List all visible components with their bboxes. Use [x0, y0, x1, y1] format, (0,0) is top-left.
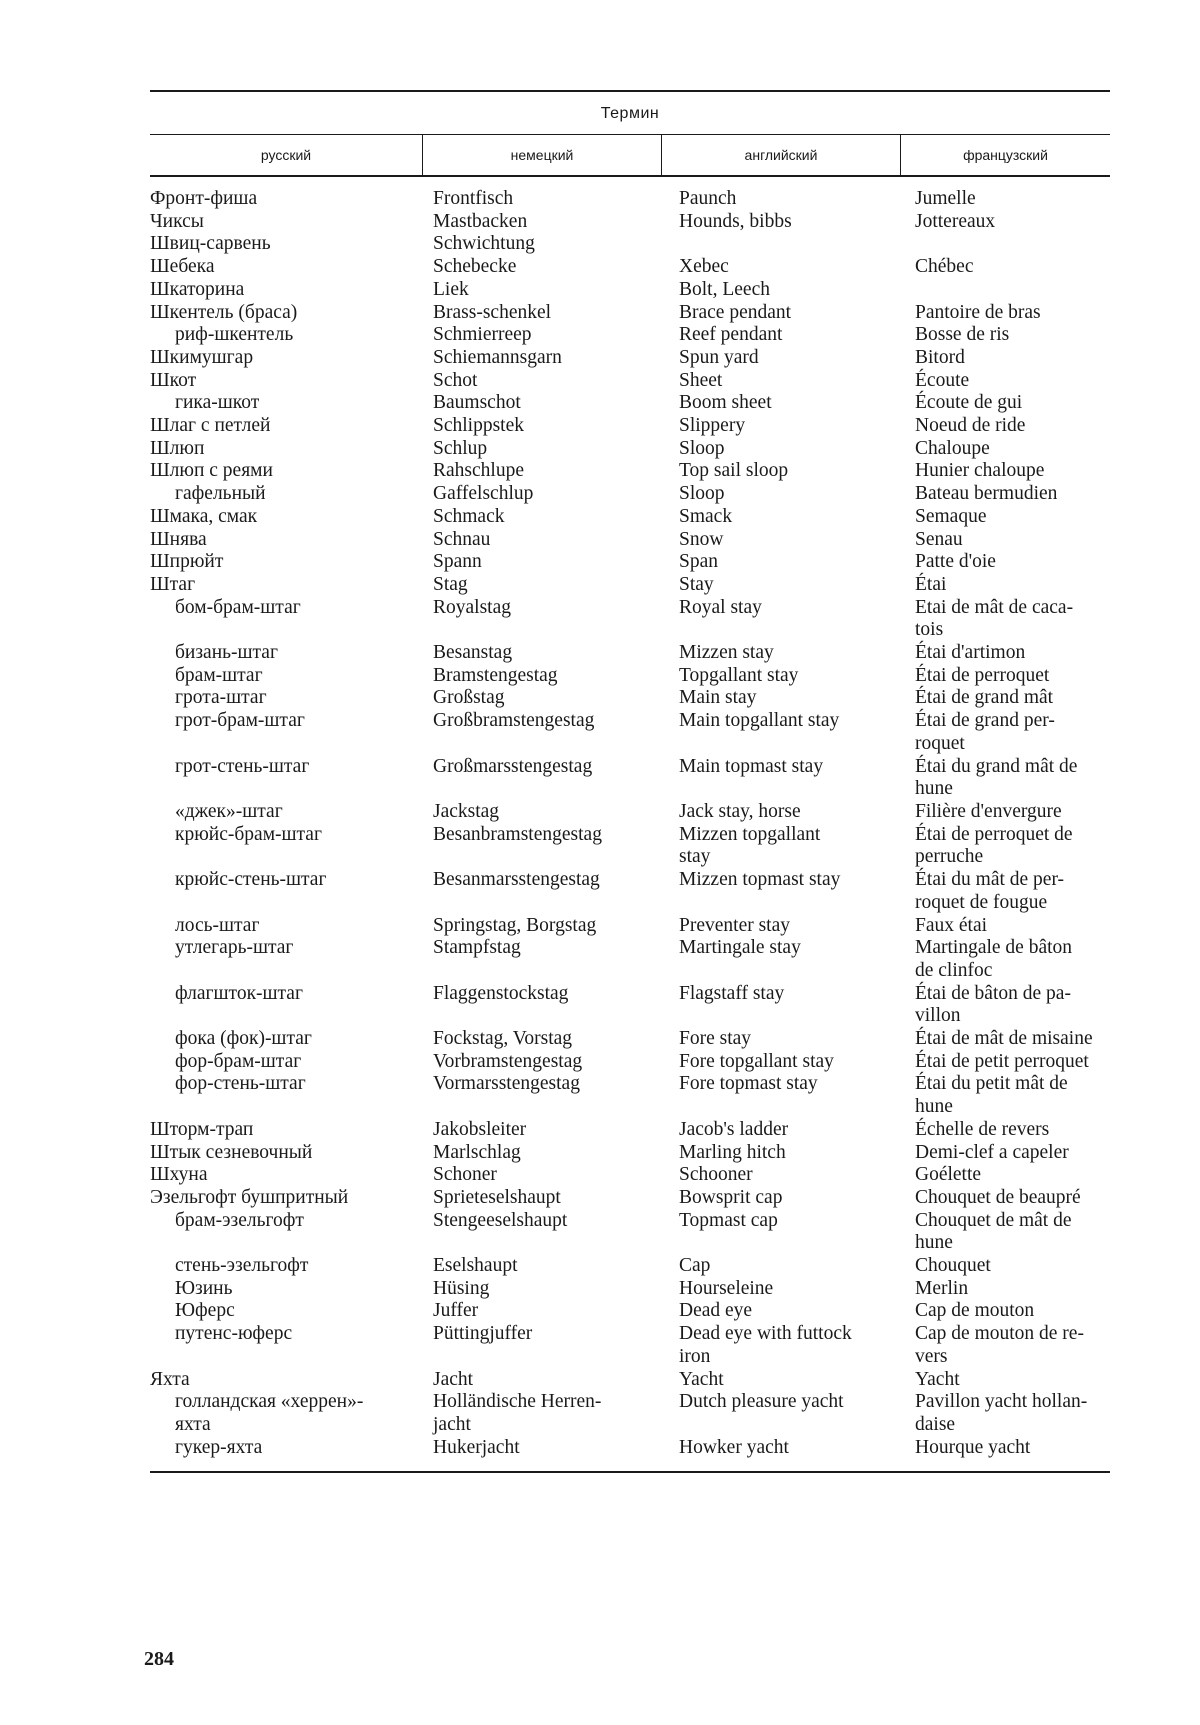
- term-english: Sheet: [679, 369, 723, 391]
- term-french: Chouquet de beaupré: [915, 1186, 1081, 1208]
- term-german: Mastbacken: [433, 210, 528, 232]
- term-english: Bowsprit cap: [679, 1186, 783, 1208]
- table-body: [150, 177, 1110, 1459]
- term-french: Pavillon yacht hollan- daise: [915, 1391, 1088, 1435]
- table-row: [150, 597, 1110, 642]
- term-german: Marlschlag: [433, 1141, 521, 1163]
- term-german: Springstag, Borgstag: [433, 914, 597, 936]
- table-row: [150, 869, 1110, 914]
- table-row: [150, 756, 1110, 801]
- term-german: Baumschot: [433, 392, 521, 414]
- table-row: [150, 665, 1110, 688]
- term-french: Étai de grand per- roquet: [915, 710, 1055, 754]
- table-row: [150, 710, 1110, 755]
- table-row: [150, 915, 1110, 938]
- term-german: Spann: [433, 551, 482, 573]
- term-german: Schmack: [433, 505, 505, 527]
- term-english: Main stay: [679, 687, 757, 709]
- term-russian: Юзинь: [175, 1277, 233, 1299]
- term-german: Schlippstek: [433, 415, 524, 437]
- term-english: Xebec: [679, 256, 729, 278]
- term-french: Goélette: [915, 1164, 982, 1186]
- term-german: Flaggenstockstag: [433, 982, 569, 1004]
- term-german: Großmarsstengestag: [433, 755, 593, 777]
- term-english: Topmast cap: [679, 1209, 778, 1231]
- term-french: Étai d'artimon: [915, 642, 1026, 664]
- term-german: Püttingjuffer: [433, 1323, 533, 1345]
- term-french: Filière d'envergure: [915, 800, 1062, 822]
- table-row: [150, 1437, 1110, 1460]
- term-german: Schebecke: [433, 256, 517, 278]
- term-russian: Штык сезневочный: [150, 1141, 313, 1163]
- table-bottom-rule: [150, 1471, 1110, 1473]
- term-german: Liek: [433, 278, 469, 300]
- term-german: Fockstag, Vorstag: [433, 1028, 573, 1050]
- term-english: Mizzen topgallant stay: [679, 823, 821, 868]
- term-english: Preventer stay: [679, 914, 791, 936]
- term-german: Bramstengestag: [433, 664, 558, 686]
- term-french: Chouquet: [915, 1255, 991, 1277]
- term-russian: гафельный: [175, 483, 266, 505]
- term-russian: фока (фок)-штаг: [175, 1028, 312, 1050]
- term-russian: брам-штаг: [175, 664, 263, 686]
- table-header-row: [150, 134, 1110, 177]
- term-french: Échelle de revers: [915, 1118, 1050, 1140]
- term-english: Fore stay: [679, 1028, 752, 1050]
- term-russian: «джек»-штаг: [175, 800, 283, 822]
- term-french: Bateau bermudien: [915, 483, 1058, 505]
- term-russian: Швиц-сарвень: [150, 233, 271, 255]
- term-french: [913, 279, 1110, 302]
- term-french: Jottereaux: [915, 210, 996, 232]
- term-german: Schiemannsgarn: [433, 346, 562, 368]
- term-german: Brass-schenkel: [433, 301, 552, 323]
- term-russian: Шкентель (браса): [150, 301, 298, 323]
- term-russian: флагшток-штаг: [175, 982, 303, 1004]
- term-english: [673, 233, 913, 256]
- term-french: Cap de mouton de re- vers: [915, 1323, 1084, 1367]
- term-german: Großbramstengestag: [433, 710, 595, 732]
- term-english: Slippery: [679, 415, 746, 437]
- term-russian: Яхта: [150, 1368, 190, 1390]
- term-german: Rahschlupe: [433, 460, 524, 482]
- term-english: Fore topgallant stay: [679, 1050, 834, 1072]
- term-german: Besanstag: [433, 642, 513, 664]
- table-row: [150, 574, 1110, 597]
- term-russian: бизань-штаг: [175, 642, 278, 664]
- term-russian: брам-эзельгофт: [175, 1209, 304, 1231]
- term-french: Étai de grand mât: [915, 687, 1054, 709]
- table-row: [150, 483, 1110, 506]
- column-header-russian: русский: [260, 147, 312, 163]
- term-german: Großstag: [433, 687, 505, 709]
- term-french: Chébec: [915, 256, 974, 278]
- term-english: Reef pendant: [679, 324, 783, 346]
- term-russian: Штаг: [150, 573, 196, 595]
- table-row: [150, 1164, 1110, 1187]
- term-english: Jacob's ladder: [679, 1118, 789, 1140]
- table-row: [150, 392, 1110, 415]
- table-row: [150, 1028, 1110, 1051]
- table-row: [150, 1300, 1110, 1323]
- term-french: Senau: [915, 528, 963, 550]
- term-english: Stay: [679, 573, 714, 595]
- term-english: Bolt, Leech: [679, 278, 770, 300]
- term-german: Besanmarsstengestag: [433, 869, 600, 891]
- term-french: Jumelle: [915, 188, 976, 209]
- term-english: Mizzen topmast stay: [679, 869, 841, 891]
- term-english: Howker yacht: [679, 1436, 789, 1458]
- table-row: [150, 211, 1110, 234]
- term-french: Cap de mouton: [915, 1300, 1035, 1322]
- term-german: Vormarsstengestag: [433, 1073, 580, 1095]
- term-english: Brace pendant: [679, 301, 792, 323]
- term-french: Écoute de gui: [915, 392, 1023, 414]
- term-english: Spun yard: [679, 346, 759, 368]
- term-german: Schlup: [433, 437, 488, 459]
- term-english: Sloop: [679, 437, 725, 459]
- term-french: Faux étai: [915, 914, 988, 936]
- term-russian: грота-штаг: [175, 687, 267, 709]
- term-german: Schmierreep: [433, 324, 532, 346]
- table-row: [150, 279, 1110, 302]
- table-row: [150, 256, 1110, 279]
- term-english: Royal stay: [679, 596, 762, 618]
- term-russian: Шмака, смак: [150, 505, 258, 527]
- term-english: Boom sheet: [679, 392, 772, 414]
- table-row: [150, 347, 1110, 370]
- term-russian: Шкот: [150, 369, 197, 391]
- table-row: [150, 1369, 1110, 1392]
- term-german: Eselshaupt: [433, 1255, 518, 1277]
- term-russian: Шлюп: [150, 437, 205, 459]
- term-french: Étai de perroquet de perruche: [915, 823, 1073, 868]
- term-russian: Шкимушгар: [150, 346, 254, 368]
- term-french: Écoute: [915, 369, 970, 391]
- term-french: Yacht: [915, 1368, 960, 1390]
- term-german: Stampfstag: [433, 937, 521, 959]
- term-french: Étai du mât de per- roquet de fougue: [915, 869, 1065, 913]
- term-french: Demi-clef a capeler: [915, 1141, 1069, 1163]
- term-russian: Шлюп с реями: [150, 460, 273, 482]
- table-row: [150, 233, 1110, 256]
- term-french: Hunier chaloupe: [915, 460, 1045, 482]
- term-french: Merlin: [915, 1277, 969, 1299]
- term-russian: путенс-юферс: [175, 1323, 293, 1345]
- table-row: [150, 370, 1110, 393]
- term-english: Marling hitch: [679, 1141, 786, 1163]
- table-row: [150, 551, 1110, 574]
- term-english: Dead eye with futtock iron: [679, 1323, 852, 1367]
- term-english: Sloop: [679, 483, 725, 505]
- term-russian: грот-брам-штаг: [175, 710, 305, 732]
- page-number: 284: [144, 1648, 174, 1670]
- term-russian: голландская «херрен»- яхта: [175, 1391, 364, 1435]
- term-german: Royalstag: [433, 596, 511, 618]
- table-row: [150, 1142, 1110, 1165]
- term-russian: гика-шкот: [175, 392, 260, 414]
- term-german: Gaffelschlup: [433, 483, 534, 505]
- term-german: Hüsing: [433, 1277, 490, 1299]
- term-french: Étai de bâton de pa- villon: [915, 982, 1071, 1027]
- term-russian: Шторм-трап: [150, 1118, 254, 1140]
- term-russian: бом-брам-штаг: [175, 596, 301, 618]
- term-russian: Юферс: [175, 1300, 235, 1322]
- term-english: Hourseleine: [679, 1277, 774, 1299]
- term-german: Jakobsleiter: [433, 1118, 527, 1140]
- table-row: [150, 438, 1110, 461]
- term-german: Schwichtung: [433, 233, 535, 255]
- term-german: Hukerjacht: [433, 1436, 520, 1458]
- term-russian: лось-штаг: [175, 914, 260, 936]
- term-english: Jack stay, horse: [679, 800, 801, 822]
- table-row: [150, 824, 1110, 869]
- term-german: Stag: [433, 573, 468, 595]
- term-russian: риф-шкентель: [175, 324, 294, 346]
- term-german: Holländische Herren- jacht: [433, 1391, 602, 1435]
- term-french: Étai de perroquet: [915, 664, 1050, 686]
- table-row: [150, 937, 1110, 982]
- term-english: Martingale stay: [679, 937, 801, 959]
- term-german: Schoner: [433, 1164, 497, 1186]
- term-russian: Шебека: [150, 256, 215, 278]
- term-french: Chaloupe: [915, 437, 990, 459]
- term-russian: крюйс-брам-штаг: [175, 823, 322, 845]
- table-row: [150, 801, 1110, 824]
- term-french: Noeud de ride: [915, 415, 1026, 437]
- term-english: Fore topmast stay: [679, 1073, 818, 1095]
- table-row: [150, 1051, 1110, 1074]
- table-row: [150, 324, 1110, 347]
- term-english: Mizzen stay: [679, 642, 774, 664]
- term-english: Snow: [679, 528, 724, 550]
- table-row: [150, 1278, 1110, 1301]
- term-russian: стень-эзельгофт: [175, 1255, 309, 1277]
- term-french: Étai du petit mât de hune: [915, 1073, 1068, 1118]
- term-german: Vorbramstengestag: [433, 1050, 583, 1072]
- column-header-german: немецкий: [422, 135, 661, 175]
- term-french: Pantoire de bras: [915, 301, 1041, 323]
- table-row: [150, 1255, 1110, 1278]
- term-english: Main topgallant stay: [679, 710, 840, 732]
- term-english: Cap: [679, 1255, 711, 1277]
- term-english: Main topmast stay: [679, 755, 824, 777]
- term-english: Schooner: [679, 1164, 753, 1186]
- term-russian: утлегарь-штаг: [175, 937, 294, 959]
- term-german: Jacht: [433, 1368, 474, 1390]
- term-english: Topgallant stay: [679, 664, 799, 686]
- table-row: [150, 1391, 1110, 1436]
- term-russian: крюйс-стень-штаг: [175, 869, 327, 891]
- term-german: Schnau: [433, 528, 491, 550]
- term-english: Span: [679, 551, 718, 573]
- table-row: [150, 1073, 1110, 1118]
- term-french: Hourque yacht: [915, 1436, 1031, 1458]
- table-row: [150, 506, 1110, 529]
- table-row: [150, 687, 1110, 710]
- term-russian: Шхуна: [150, 1164, 208, 1186]
- term-german: Frontfisch: [433, 188, 514, 209]
- term-french: Bosse de ris: [915, 324, 1010, 346]
- table-row: [150, 1119, 1110, 1142]
- term-russian: Чиксы: [150, 210, 204, 232]
- term-french: Etai de mât de caca- tois: [915, 596, 1074, 641]
- term-russian: Эзельгофт бушпритный: [150, 1186, 349, 1208]
- term-russian: гукер-яхта: [175, 1436, 263, 1458]
- term-french: Bitord: [915, 346, 965, 368]
- table-row: [150, 1210, 1110, 1255]
- table-row: [150, 642, 1110, 665]
- term-english: Yacht: [679, 1368, 724, 1390]
- table-row: [150, 1323, 1110, 1368]
- table-row: [150, 460, 1110, 483]
- term-english: Smack: [679, 505, 733, 527]
- term-russian: Шпрюйт: [150, 551, 224, 573]
- table-caption: Термин: [600, 105, 660, 122]
- term-english: Flagstaff stay: [679, 982, 785, 1004]
- term-french: Semaque: [915, 505, 987, 527]
- column-header-english: английский: [661, 135, 900, 175]
- term-english: Paunch: [679, 188, 737, 209]
- terms-table: [150, 90, 1110, 1473]
- term-russian: Шнява: [150, 528, 207, 550]
- table-row: [150, 302, 1110, 325]
- term-french: Étai: [915, 573, 947, 595]
- term-french: Martingale de bâton de clinfoc: [915, 937, 1073, 981]
- table-row: [150, 983, 1110, 1028]
- term-french: Chouquet de mât de hune: [915, 1209, 1072, 1254]
- term-english: Dutch pleasure yacht: [679, 1391, 844, 1413]
- term-english: Top sail sloop: [679, 460, 789, 482]
- table-row: [150, 1187, 1110, 1210]
- term-english: Dead eye: [679, 1300, 753, 1322]
- term-russian: фор-брам-штаг: [175, 1050, 302, 1072]
- column-header-french: французский: [900, 135, 1110, 175]
- term-french: Étai du grand mât de hune: [915, 755, 1078, 800]
- table-row: [150, 188, 1110, 211]
- term-russian: фор-стень-штаг: [175, 1073, 306, 1095]
- term-german: Sprieteselshaupt: [433, 1186, 561, 1208]
- term-russian: Шлаг с петлей: [150, 415, 271, 437]
- term-russian: Фронт-фиша: [150, 188, 258, 209]
- term-french: [913, 233, 1110, 256]
- term-german: Schot: [433, 369, 478, 391]
- term-german: Besanbramstengestag: [433, 823, 602, 845]
- table-row: [150, 529, 1110, 552]
- term-german: Stengeeselshaupt: [433, 1209, 568, 1231]
- term-german: Jackstag: [433, 800, 500, 822]
- term-english: Hounds, bibbs: [679, 210, 792, 232]
- term-russian: Шкаторина: [150, 278, 245, 300]
- table-row: [150, 415, 1110, 438]
- term-russian: грот-стень-штаг: [175, 755, 310, 777]
- term-german: Juffer: [433, 1300, 479, 1322]
- term-french: Patte d'oie: [915, 551, 996, 573]
- term-french: Étai de petit perroquet: [915, 1050, 1089, 1072]
- term-french: Étai de mât de misaine: [915, 1028, 1093, 1050]
